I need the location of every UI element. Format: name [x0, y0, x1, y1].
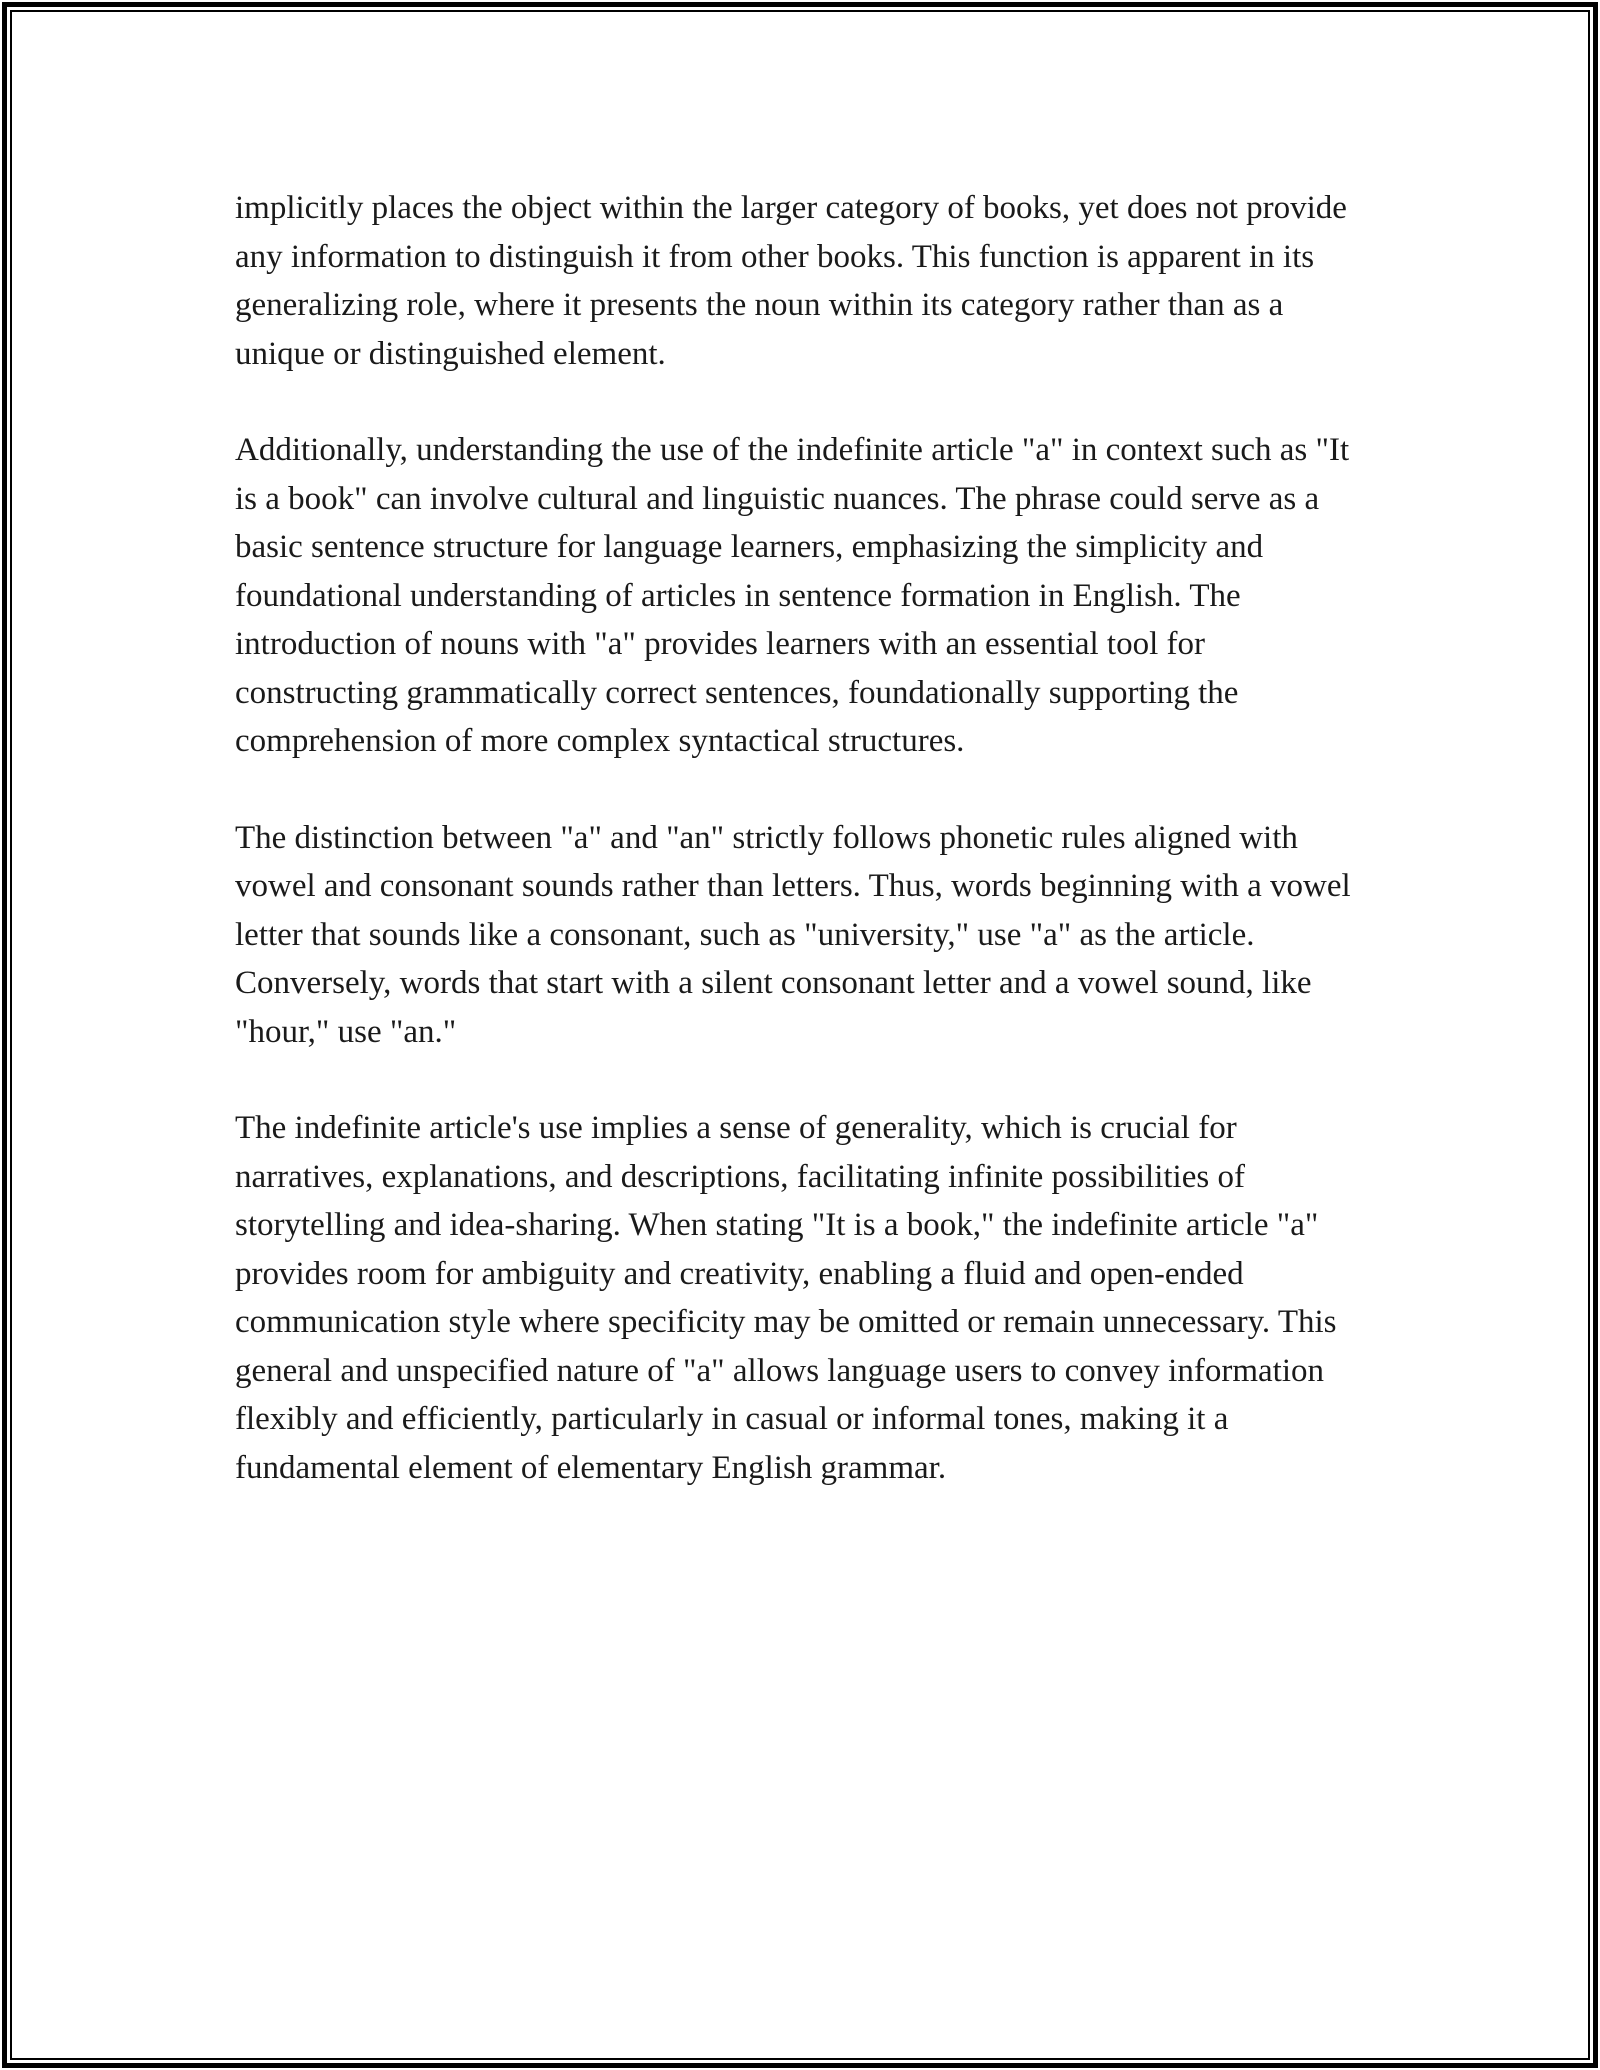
paragraph-2: Additionally, understanding the use of the indefinite article "a" in context such as "It is a book" can involve cultural and linguistic nuances. The phrase could serve as a basic sentence structure for language learners, emphasizing the simplicity and foundational understanding of articles in sentence formation in English. The introduction of nouns with "a" provides learners with an essential tool for constructing grammatically correct sentences, foundationally supporting the comprehension of more complex syntactical structures. — [235, 432, 1350, 759]
paragraph-4: The indefinite article's use implies a sense of generality, which is crucial for narratives, explanations, and descriptions, facilitating infinite possibilities of storytelling and idea-sharing. When stating "It is a book," the indefinite article "a" provides room for ambiguity and creativity, enabling a fluid and open-ended communication style where specificity may be omitted or remain unnecessary. This general and unspecified nature of "a" allows language users to convey information flexibly and efficiently, particularly in casual or informal tones, making it a fundamental element of elementary English grammar. — [235, 1110, 1337, 1486]
document-body — [235, 184, 1375, 1540]
paragraph-1: implicitly places the object within the larger category of books, yet does not provide any information to distinguish it from other books. This function is apparent in its generalizing role, where it presents the noun within its category rather than as a unique or distinguished element. — [235, 190, 1347, 372]
paragraph-3: The distinction between "a" and "an" strictly follows phonetic rules aligned with vowel and consonant sounds rather than letters. Thus, words beginning with a vowel letter that sounds like a consonant, such as "university," use "a" as the article. Conversely, words that start with a silent consonant letter and a vowel sound, like "hour," use "an." — [235, 819, 1351, 1050]
